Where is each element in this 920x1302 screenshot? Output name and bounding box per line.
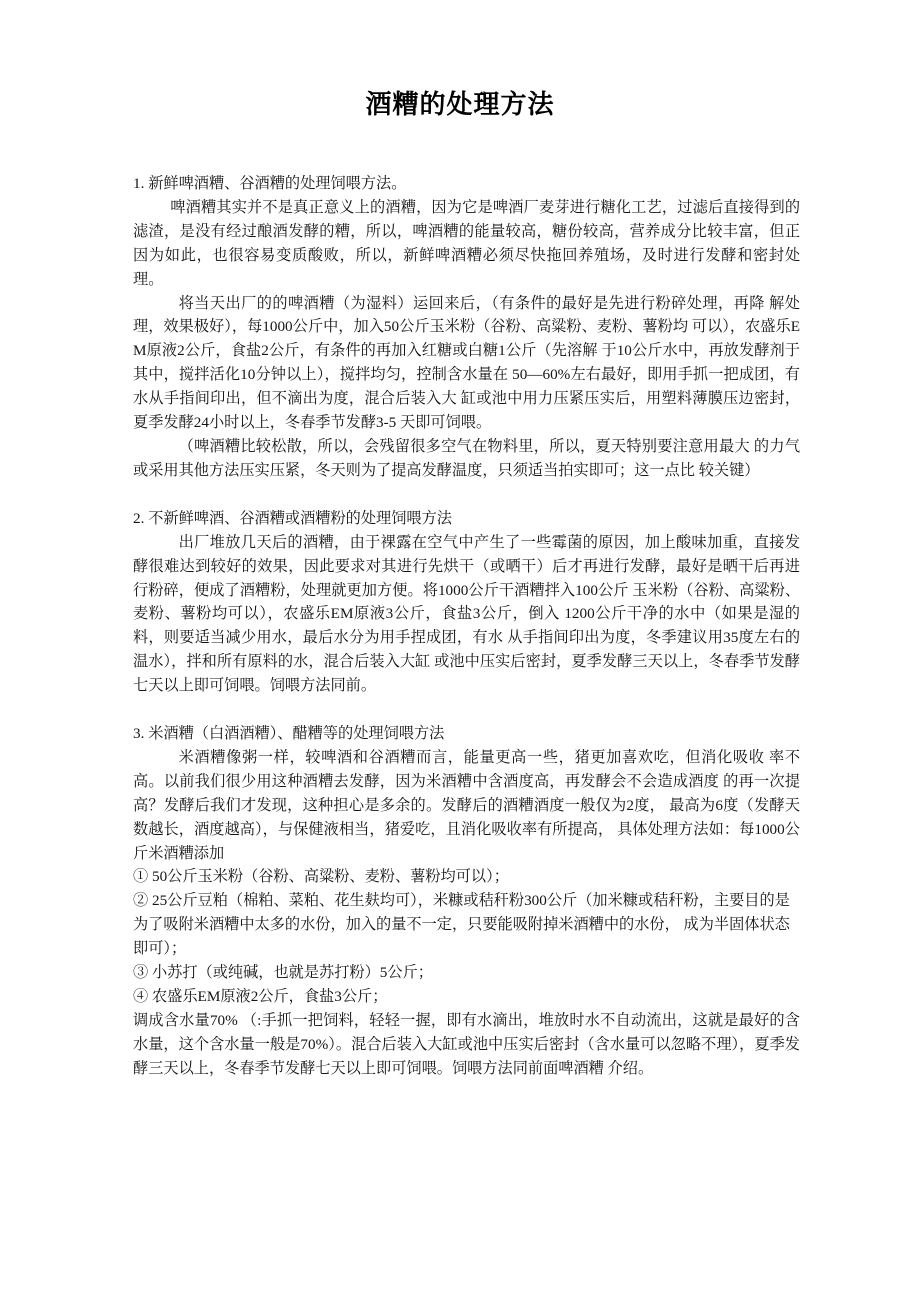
section-3 xyxy=(133,722,800,1081)
section-2-heading: 2. 不新鲜啤酒、谷酒糟或酒糟粉的处理饲喂方法 xyxy=(133,509,452,527)
section-3-paragraph-1: 米酒糟像粥一样，较啤酒和谷酒糟而言，能量更高一些，猪更加喜欢吃，但消化吸收 率不高。以前我们很少用这种酒糟去发酵，因为米酒糟中含酒度高，再发酵会不会造成酒度 的再一次提高？发酵后我们才发现，这种担心是多余的。发酵后的酒糟酒度一般仅为2度， 最高为6度（发酵天数越长，酒度越高），与保健液相当，猪爱吃，且消化吸收率有所提高， 具体处理方法如：每1000公斤米酒糟添加 xyxy=(133,748,800,862)
section-2-paragraph-1: 出厂堆放几天后的酒糟，由于裸露在空气中产生了一些霉菌的原因，加上酸味加重，直接发酵很难达到较好的效果，因此要求对其进行先烘干（或晒干）后才再进行发酵，最好是晒干后再进行粉碎，便成了酒糟粉，处理就更加方便。将1000公斤干酒糟拌入100公斤 玉米粉（谷粉、高粱粉、麦粉、薯粉均可以），农盛乐EM原液3公斤，食盐3公斤，倒入 1200公斤干净的水中（如果是湿的料，则要适当减少用水，最后水分为用手捏成团，有水 从手指间印出为度，冬季建议用35度左右的温水），拌和所有原料的水，混合后装入大缸 或池中压实后密封，夏季发酵三天以上，冬春季节发酵七天以上即可饲喂。饲喂方法同前。 xyxy=(133,533,800,695)
section-gap-2 xyxy=(133,698,800,722)
section-3-heading: 3. 米酒糟（白酒酒糟）、醋糟等的处理饲喂方法 xyxy=(133,725,445,743)
page-title: 酒糟的处理方法 xyxy=(365,90,555,119)
document-body xyxy=(133,172,800,1081)
list-item: ④ 农盛乐EM原液2公斤，食盐3公斤； xyxy=(133,988,388,1005)
list-item: ② 25公斤豆粕（棉粕、菜粕、花生麸均可），米糠或秸秆粉300公斤（加米糠或秸秆粉，主要目的是为了吸附米酒糟中太多的水份，加入的量不一定，只要能吸附掉米酒糟中的水份， 成为半固体状态即可）； xyxy=(133,892,790,958)
section-1 xyxy=(133,172,800,483)
section-3-closing-paragraph: 调成含水量70% （:手抓一把饲料，轻轻一握，即有水滴出，堆放时水不自动流出，这就是最好的含水量，这个含水量一般是70%）。混合后装入大缸或池中压实后密封（含水量可以忽略不理），夏季发酵三天以上，冬春季节发酵七天以上即可饲喂。饲喂方法同前面啤酒糟 介绍。 xyxy=(133,1011,800,1077)
section-gap-1 xyxy=(133,483,800,507)
section-1-paragraph-2: 将当天出厂的的啤酒糟（为湿料）运回来后，（有条件的最好是先进行粉碎处理，再降 解处理，效果极好），每1000公斤中，加入50公斤玉米粉（谷粉、高粱粉、麦粉、薯粉均 可以），农盛乐EM原液2公斤，食盐2公斤，有条件的再加入红糖或白糖1公斤（先溶解 于10公斤水中，再放发酵剂于其中，搅拌活化10分钟以上），搅拌均匀，控制含水量在 50—60%左右最好，即用手抓一把成团，有水从手指间印出，但不滴出为度，混合后装入大 缸或池中用力压紧压实后，用塑料薄膜压边密封，夏季发酵24小时以上，冬春季节发酵3-5 天即可饲喂。 xyxy=(133,294,800,432)
list-item: ③ 小苏打（或纯碱，也就是苏打粉）5公斤； xyxy=(133,964,433,982)
section-1-paragraph-3: （啤酒糟比较松散，所以，会残留很多空气在物料里，所以，夏天特别要注意用最大 的力气或采用其他方法压实压紧，冬天则为了提高发酵温度，只须适当拍实即可；这一点比 较关键） xyxy=(133,437,800,479)
section-1-paragraph-1: 啤酒糟其实并不是真正意义上的酒糟，因为它是啤酒厂麦芽进行糖化工艺，过滤后直接得到的滤渣，是没有经过酿酒发酵的糟，所以，啤酒糟的能量较高，糖份较高，营养成分比较丰富，但正因为如此，也很容易变质酸败，所以，新鲜啤酒糟必须尽快拖回养殖场，及时进行发酵和密封处理。 xyxy=(133,198,800,288)
section-1-heading: 1. 新鲜啤酒糟、谷酒糟的处理饲喂方法。 xyxy=(133,175,407,192)
list-item: ① 50公斤玉米粉（谷粉、高粱粉、麦粉、薯粉均可以）； xyxy=(133,868,509,886)
section-2 xyxy=(133,507,800,698)
